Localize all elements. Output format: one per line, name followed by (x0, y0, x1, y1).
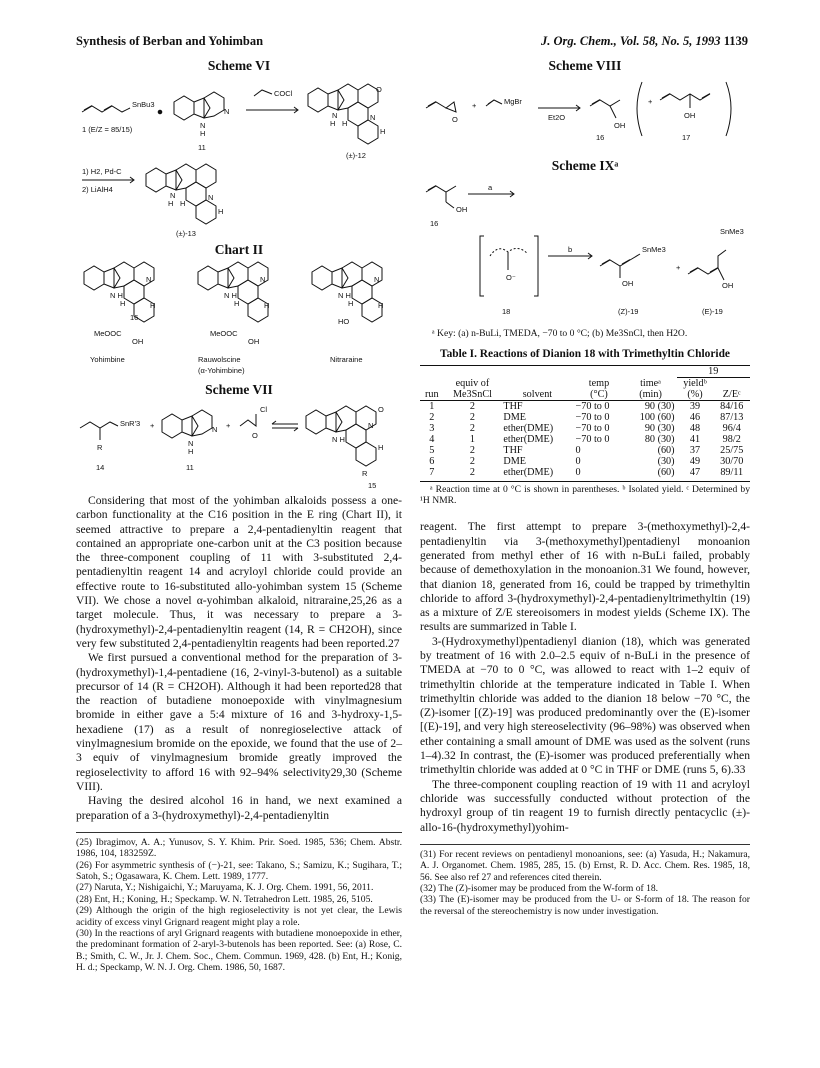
table-cell: 41 (689, 433, 701, 445)
scheme-ix-ominus: O⁻ (506, 273, 516, 282)
right-column (420, 58, 750, 917)
table-row (420, 412, 750, 423)
footnote-25: (25) Ibragimov, A. A.; Yunusov, S. Y. Khim. Prir. Soed. 1985, 536; Chem. Abstr. 1986, 104, 183259Z. (76, 836, 402, 860)
chart-ii-alpha-yohimbine: (α-Yohimbine) (198, 366, 245, 375)
svg-text:H: H (188, 447, 194, 456)
table-cell: −70 to 0 (575, 433, 610, 445)
table-cell: ether(DME) (503, 466, 554, 478)
table-cell: 7 (429, 466, 435, 478)
scheme-vii-15: 15 (368, 481, 377, 490)
table-cell: 98/2 (722, 433, 741, 445)
footnote-28: (28) Ent, H.; Koning, H.; Speckamp. W. N. Tetrahedron Lett. 1985, 26, 5105. (76, 893, 373, 905)
journal-citation: J. Org. Chem., Vol. 58, No. 5, 1993 (541, 34, 721, 48)
svg-text:N: N (188, 439, 194, 448)
svg-text:N: N (208, 193, 214, 202)
chart-ii-c16: 16 (130, 313, 139, 322)
chart-ii-meooc-a: MeOOC (94, 329, 122, 338)
scheme-ix-18: 18 (502, 307, 511, 316)
svg-text:N H: N H (224, 291, 237, 300)
table-cell: 3 (429, 422, 435, 434)
scheme-viii-17: 17 (682, 133, 691, 142)
svg-text:H: H (264, 301, 270, 310)
svg-text:N: N (224, 107, 230, 116)
scheme-ix-16: 16 (430, 219, 439, 228)
scheme-viii-title: Scheme VIII (548, 58, 622, 73)
scheme-ix-step-b: b (568, 245, 573, 254)
table-i-header-temp-1: temp (588, 377, 610, 389)
table-cell: ether(DME) (503, 422, 554, 434)
table-cell: 39 (689, 400, 701, 412)
scheme-ix-oh-e: OH (722, 281, 734, 290)
table-cell: 25/75 (720, 444, 744, 456)
right-footnotes (420, 844, 750, 917)
scheme-vi-cocl: COCl (274, 89, 293, 98)
table-cell: 90 (30) (644, 422, 675, 434)
svg-text:H: H (378, 443, 384, 452)
table-cell: −70 to 0 (575, 400, 610, 412)
paragraph-desired-alcohol: Having the desired alcohol 16 in hand, we next examined a preparation of a 3-(hydroxymethyl)-2,4-pentadienyltin (76, 794, 402, 822)
table-cell: ether(DME) (503, 433, 554, 445)
scheme-vii-14: 14 (96, 463, 105, 472)
scheme-ix-snme3-e: SnMe3 (720, 227, 744, 236)
scheme-viii-et2o: Et2O (548, 113, 566, 122)
scheme-ix-key: ᵃ Key: (a) n-BuLi, TMEDA, −70 to 0 °C; (b) Me3SnCl, then H2O. (432, 328, 688, 339)
left-body (76, 494, 402, 823)
table-i-body (420, 400, 750, 478)
scheme-ix-z19: (Z)-19 (618, 307, 639, 316)
table-cell: 6 (429, 455, 435, 467)
scheme-ix-graphic (420, 174, 750, 324)
table-cell: DME (503, 411, 526, 423)
table-cell: 100 (60) (639, 411, 675, 423)
svg-text:H: H (330, 119, 336, 128)
scheme-vii-graphic (76, 398, 402, 490)
svg-text:N: N (332, 111, 338, 120)
table-cell: (60) (657, 466, 675, 478)
footnote-27: (27) Naruta, Y.; Nishigaichi, Y.; Maruyama, K. J. Org. Chem. 1991, 56, 2011. (76, 882, 374, 894)
left-footnotes (76, 832, 402, 974)
svg-text:H: H (378, 301, 384, 310)
table-i (420, 365, 750, 478)
table-i-header-temp-2: (°C) (590, 388, 608, 400)
chart-ii-oh-a: OH (132, 337, 144, 346)
scheme-vi-step1: 1) H2, Pd-C (82, 167, 122, 176)
svg-text:N: N (212, 425, 218, 434)
svg-text:N: N (368, 421, 374, 430)
scheme-vi-compound-11: 11 (198, 143, 206, 152)
scheme-ix-e19: (E)-19 (702, 307, 723, 316)
table-cell: 1 (429, 400, 435, 412)
svg-text:N: N (170, 191, 176, 200)
scheme-vii-title: Scheme VII (205, 382, 273, 397)
table-i-header-time-1: timeᵃ (640, 377, 661, 389)
table-cell: THF (503, 444, 523, 456)
scheme-vi-graphic (76, 74, 402, 242)
scheme-viii-mgbr: MgBr (504, 97, 522, 106)
page-number: 1139 (723, 34, 748, 48)
table-cell: 2 (469, 466, 476, 478)
svg-text:H: H (380, 127, 386, 136)
table-cell: 89/11 (720, 466, 744, 478)
table-cell: 37 (689, 444, 701, 456)
scheme-vi-step2: 2) LiAlH4 (82, 185, 113, 194)
svg-text:+: + (676, 263, 681, 272)
svg-text:O: O (452, 115, 458, 124)
scheme-vi-product-12: (±)-12 (346, 151, 366, 160)
table-cell: 90 (30) (644, 400, 675, 412)
table-cell: 2 (469, 455, 476, 467)
paragraph-dianion: 3-(Hydroxymethyl)pentadienyl dianion (18), which was generated by treatment of 16 with 2.0–2.5 equiv of n-BuLi in the presence of TMEDA at −70 to 0 °C, was allowed to react with 1–2 equiv of trimethyltin chloride at the temperature indicated in Table I. When trimethyltin chloride was added to the dianion 18 below −70 °C, the (Z)-isomer [(Z)-19] was produced predominantly over the (E)-isomer [(E)-19], and very high stereoselectivity (96–98%) was observed when ether containing a small amount of DME was used as the solvent (runs 1–4).32 In contrast, the (E)-isomer was produced preferentially when trimethyltin chloride was added at 0 °C in THF or DME (runs 5, 6).33 (420, 634, 750, 777)
table-i-header-ze: Z/Eᶜ (722, 388, 741, 400)
table-i-header-yield-1: yieldᵇ (683, 377, 707, 389)
svg-text:N: N (200, 121, 206, 130)
svg-text:N H: N H (110, 291, 123, 300)
scheme-ix-step-a: a (488, 183, 493, 192)
svg-text:N: N (374, 275, 380, 284)
footnote-32: (32) The (Z)-isomer may be produced from the W-form of 18. (420, 883, 659, 895)
table-cell: 48 (689, 422, 701, 434)
table-row (420, 400, 750, 412)
table-cell: 46 (689, 411, 701, 423)
table-cell: 87/13 (720, 411, 744, 423)
svg-text:H: H (168, 199, 174, 208)
scheme-ix-oh-16: OH (456, 205, 468, 214)
svg-text:N H: N H (338, 291, 351, 300)
table-cell: 5 (429, 444, 435, 456)
chart-ii-oh-b: OH (248, 337, 260, 346)
scheme-vii-cl: Cl (260, 405, 268, 414)
scheme-vi-ratio: 1 (E/Z = 85/15) (82, 125, 133, 134)
table-i-header-run: run (425, 388, 439, 400)
svg-text:H: H (200, 129, 206, 138)
scheme-ix-snme3-z: SnMe3 (642, 245, 666, 254)
scheme-viii-oh-17: OH (684, 111, 696, 120)
svg-text:N H: N H (332, 435, 345, 444)
running-head-journal (541, 34, 748, 49)
chart-ii-meooc-b: MeOOC (210, 329, 238, 338)
table-cell: 84/16 (720, 400, 744, 412)
scheme-viii-graphic (420, 74, 750, 156)
table-cell: 30/70 (720, 455, 744, 467)
table-cell: 96/4 (722, 422, 741, 434)
running-head-title: Synthesis of Berban and Yohimban (76, 34, 264, 48)
table-cell: 49 (689, 455, 701, 467)
table-i-header-yield-2: (%) (687, 388, 703, 400)
scheme-vi-sn-label: SnBu3 (132, 100, 155, 109)
svg-text:H: H (120, 299, 126, 308)
table-i-caption: Table I. Reactions of Dianion 18 with Trimethyltin Chloride (440, 347, 730, 360)
table-i-header-equiv-1: equiv of (455, 377, 490, 389)
table-cell: 2 (469, 422, 476, 434)
paragraph-conventional-method: We first pursued a conventional method for the preparation of 3-(hydroxymethyl)-1,4-pentadiene (16, 2-vinyl-3-butenol) as a suitable precursor of 14 (R = CH2OH). Although it had been reported28 that the reaction of butadiene monoepoxide with vinylmagnesium bromide in either gave a 5:4 mixture of 16 and 3-hydroxy-1,5-hexadiene (17) as a result of nonregioselective attack of vinylmagnesium bromide on the epoxide, we found that the use of 2–3 equiv of vinylmagnesium bromide greatly improved the regioselectivity to afford 16 with 92–94% selectivity29,30 (Scheme VIII). (76, 651, 402, 793)
footnote-29: (29) Although the origin of the high regioselectivity is not yet clear, the Lewis acidity of excess vinyl Grignard reagent might play a role. (76, 905, 402, 928)
scheme-vii-snr: SnR'3 (120, 419, 141, 428)
table-cell: 2 (469, 400, 476, 412)
scheme-ix-oh-z: OH (622, 279, 634, 288)
table-cell: 80 (30) (644, 433, 675, 445)
table-i-notes: ᵃ Reaction time at 0 °C is shown in parentheses. ᵇ Isolated yield. ᶜ Determined by ¹H NMR. (420, 481, 750, 507)
svg-text:H: H (218, 207, 224, 216)
svg-text:R: R (362, 469, 368, 478)
scheme-viii-16: 16 (596, 133, 605, 142)
paragraph-reagent: reagent. The first attempt to prepare 3-(methoxymethyl)-2,4-pentadienyltin via 3-(methoxymethyl)pentadienyl monoanion generated from methyl ether of 16 with n-BuLi failed, probably because of demethoxylation in the monoanion.31 We found, however, that dianion 18, generated from 16, could be trapped by trimethyltin chloride to afford 3-(hydroxymethyl)-2,4-pentadienyltrimethyltin (19) as a mixture of Z/E stereoisomers in modest yields (Scheme IX). The results are summarized in Table I. (420, 520, 750, 634)
svg-text:H: H (342, 119, 348, 128)
svg-text:H: H (180, 199, 186, 208)
scheme-vi-title: Scheme VI (207, 58, 271, 73)
table-cell: 0 (575, 444, 581, 456)
footnote-30: (30) In the reactions of aryl Grignard reagents with butadiene monoepoxide in ether, the predominant formation of 2-aryl-3-butenols has been reported. See: (a) Rose, C. B.; Smith, C. W., Jr. J. Chem. Soc., Chem. Commun. 1969, 428. (b) Ent, H.; Konig, H. d.; Speckamp, W. N. J. Org. Chem. 1986, 50, 1687. (76, 928, 402, 974)
scheme-vii-r: R (97, 443, 103, 452)
chart-ii-graphic (76, 258, 402, 382)
table-cell: 4 (429, 433, 435, 445)
table-cell: −70 to 0 (575, 422, 610, 434)
scheme-ix-title: Scheme IXᵃ (551, 158, 619, 173)
svg-text:N: N (146, 275, 152, 284)
table-row (420, 423, 750, 434)
paragraph-coupling: The three-component coupling reaction of 19 with 11 and acryloyl chloride was successfully conducted without protection of the hydroxyl group of tin reagent 19 to furnish directly pentacyclic (±)-allo-16-(hydroxymethyl)yohim- (420, 777, 750, 834)
table-i-header-time-2: (min) (639, 388, 662, 400)
scheme-viii-oh-16: OH (614, 121, 626, 130)
table-i-group-19: 19 (677, 365, 750, 377)
table-cell: DME (503, 455, 526, 467)
table-i-header-equiv-2: Me3SnCl (452, 388, 492, 400)
chart-ii-title: Chart II (214, 242, 264, 257)
chart-ii-rauwolscine: Rauwolscine (198, 355, 241, 364)
svg-text:O: O (378, 405, 384, 414)
scheme-viii-plus: + (648, 97, 653, 106)
left-column (76, 58, 402, 974)
table-cell: 1 (469, 433, 476, 445)
table-row (420, 456, 750, 467)
footnote-26: (26) For asymmetric synthesis of (−)-21, see: Takano, S.; Samizu, K.; Sugihara, T.; Satoh, S.; Ogasawara, K. Chem. Lett. 1989, 1777. (76, 859, 402, 883)
svg-text:H: H (150, 301, 156, 310)
svg-text:+: + (226, 421, 231, 430)
table-cell: 0 (575, 455, 581, 467)
table-i-header-solvent: solvent (522, 388, 553, 400)
chart-ii-ho: HO (338, 317, 350, 326)
table-cell: (30) (657, 455, 675, 467)
scheme-vii-11: 11 (186, 463, 194, 472)
table-cell: THF (503, 400, 523, 412)
footnote-31: (31) For recent reviews on pentadienyl monoanions, see: (a) Yasuda, H.; Nakamura, A. J. Organomet. Chem. 1985, 285, 15. (b) Ernst, R. D. Acc. Chem. Res. 1985, 18, 56. See also ref 27 and references cited therein. (420, 848, 750, 883)
svg-text:H: H (234, 299, 240, 308)
table-row (420, 434, 750, 445)
table-cell: 0 (575, 466, 581, 478)
table-cell: (60) (657, 444, 675, 456)
chart-ii-yohimbine: Yohimbine (90, 355, 125, 364)
scheme-vi-product-13: (±)-13 (176, 229, 196, 238)
table-cell: 2 (429, 411, 435, 423)
table-cell: 47 (689, 466, 701, 478)
table-row (420, 467, 750, 478)
table-row (420, 445, 750, 456)
chart-ii-nitraraine: Nitraraine (330, 355, 363, 364)
svg-text:O: O (376, 85, 382, 94)
table-cell: 2 (469, 411, 476, 423)
paragraph-yohimban: Considering that most of the yohimban alkaloids possess a one-carbon functionality at the C16 position in the E ring (Chart II), it seemed attractive to prepare a 2,4-pentadienyltin reagent that contained an appropriate one-carbon unit at the C3 position because the three-component coupling of 11 with 3-substituted 2,4-pentadienyltin reagent 14 and acryloyl chloride could provide an effective route to 16-substituted allo-yohimban system 15 (Scheme VII). We chose a novel α-yohimban alkaloid, nitraraine,25,26 as a target molecule. Thus, it was necessary to prepare a 3-(hydroxymethyl)-2,4-pentadienyltin reagent (14, R = CH2OH), since very few substituted 2,4-pentadienyltin reagents had been reported.27 (76, 494, 402, 650)
svg-text:+: + (472, 101, 477, 110)
svg-text:O: O (252, 431, 258, 440)
table-cell: −70 to 0 (575, 411, 610, 423)
svg-text:+: + (150, 421, 155, 430)
svg-text:N: N (370, 113, 376, 122)
right-body (420, 520, 750, 835)
svg-text:H: H (348, 299, 354, 308)
table-cell: 2 (469, 444, 476, 456)
footnote-33: (33) The (E)-isomer may be produced from the U- or S-form of 18. The reason for the reversal of the stereochemistry is now under investigation. (420, 894, 750, 917)
svg-text:N: N (260, 275, 266, 284)
